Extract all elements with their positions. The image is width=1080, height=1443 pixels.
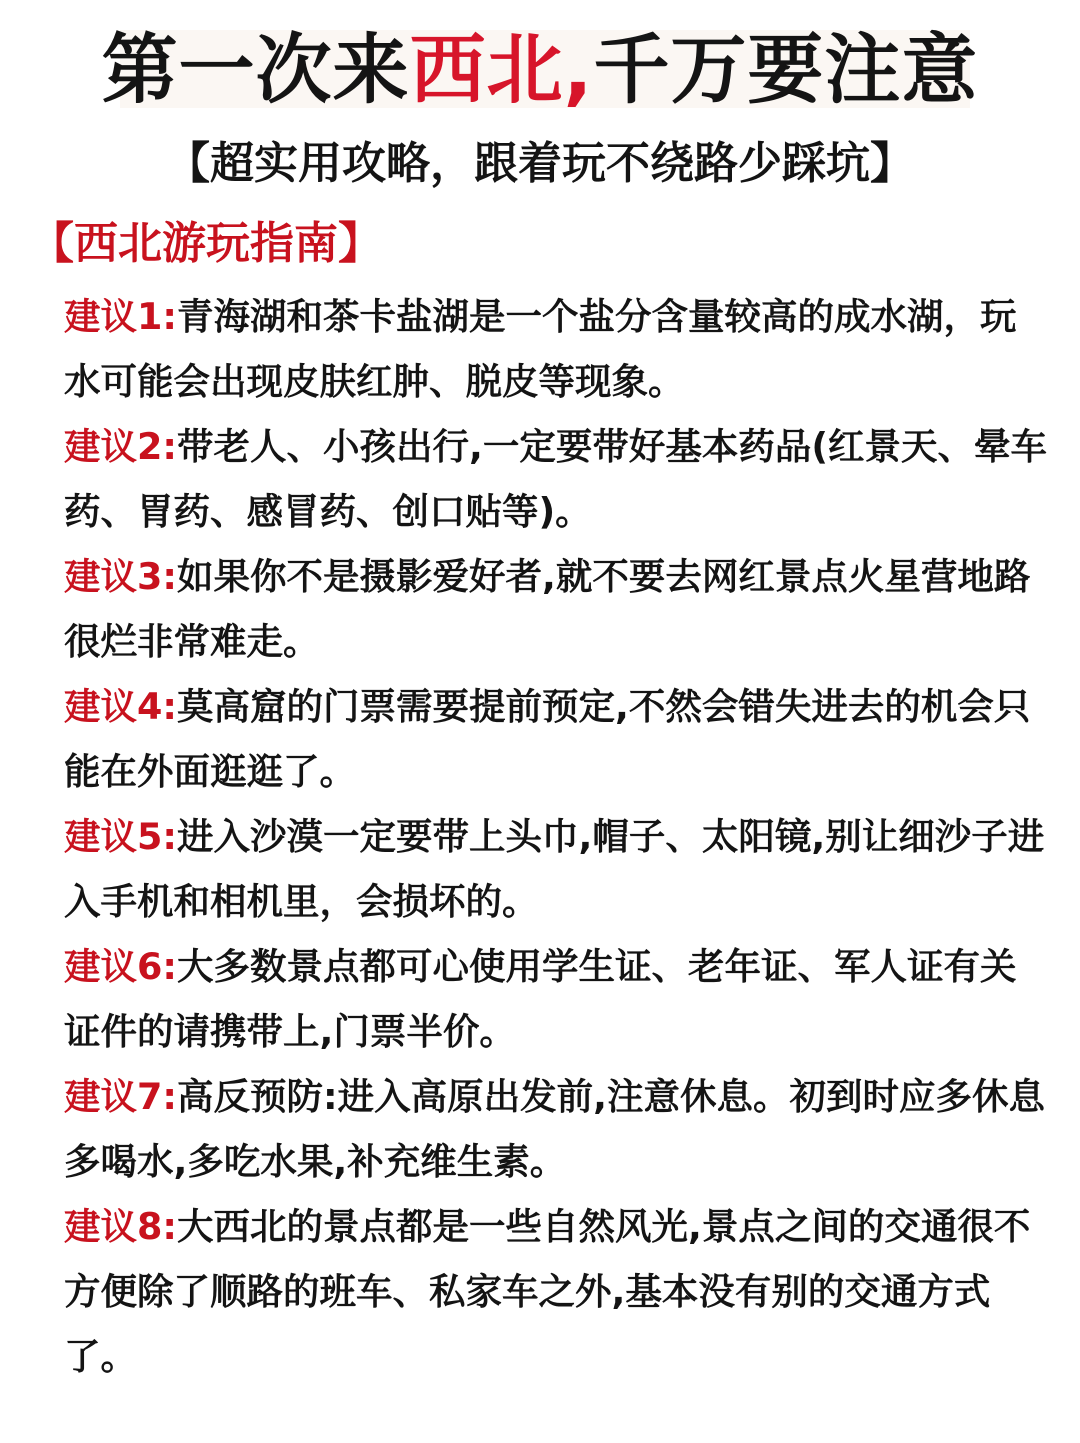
tip-label: 建议7:: [64, 1075, 177, 1118]
title-part-2: 千万要注意: [593, 25, 979, 114]
tip-text: 大西北的景点都是一些自然风光,景点之间的交通很不方便除了顺路的班车、私家车之外,基本没有别的交通方式了。: [64, 1205, 1031, 1378]
tip-3: [64, 544, 1048, 674]
tip-label: 建议2:: [64, 425, 177, 468]
page-subtitle: 【超实用攻略，跟着玩不绕路少踩坑】: [166, 138, 914, 189]
tip-label: 建议8:: [64, 1205, 177, 1248]
tip-text: 高反预防:进入高原出发前,注意休息。初到时应多休息多喝水,多吃水果,补充维生素。: [64, 1075, 1045, 1183]
tip-label: 建议4:: [64, 685, 177, 728]
tip-8: [64, 1194, 1048, 1389]
tip-5: [64, 804, 1048, 934]
tips-list: [64, 284, 1048, 1389]
tip-text: 莫高窟的门票需要提前预定,不然会错失进去的机会只能在外面逛逛了。: [64, 685, 1031, 793]
title-part-1: 第一次来: [101, 25, 410, 114]
tip-text: 如果你不是摄影爱好者,就不要去网红景点火星营地路很烂非常难走。: [64, 555, 1031, 663]
section-title: 【西北游玩指南】: [30, 218, 382, 269]
tip-4: [64, 674, 1048, 804]
tip-7: [64, 1064, 1048, 1194]
tip-label: 建议3:: [64, 555, 177, 598]
tip-text: 带老人、小孩出行,一定要带好基本药品(红景天、晕车药、胃药、感冒药、创口贴等)。: [64, 425, 1048, 533]
title-highlight: 西北,: [409, 25, 594, 114]
tip-2: [64, 414, 1048, 544]
tip-text: 进入沙漠一定要带上头巾,帽子、太阳镜,别让细沙子进入手机和相机里，会损坏的。: [64, 815, 1045, 923]
tip-label: 建议5:: [64, 815, 177, 858]
tip-1: [64, 284, 1048, 414]
tip-label: 建议1:: [64, 295, 177, 338]
page-title: [0, 22, 1080, 118]
tip-label: 建议6:: [64, 945, 177, 988]
tip-text: 大多数景点都可心使用学生证、老年证、军人证有关证件的请携带上,门票半价。: [64, 945, 1017, 1053]
tip-6: [64, 934, 1048, 1064]
tip-text: 青海湖和茶卡盐湖是一个盐分含量较高的成水湖，玩水可能会出现皮肤红肿、脱皮等现象。: [64, 295, 1017, 403]
